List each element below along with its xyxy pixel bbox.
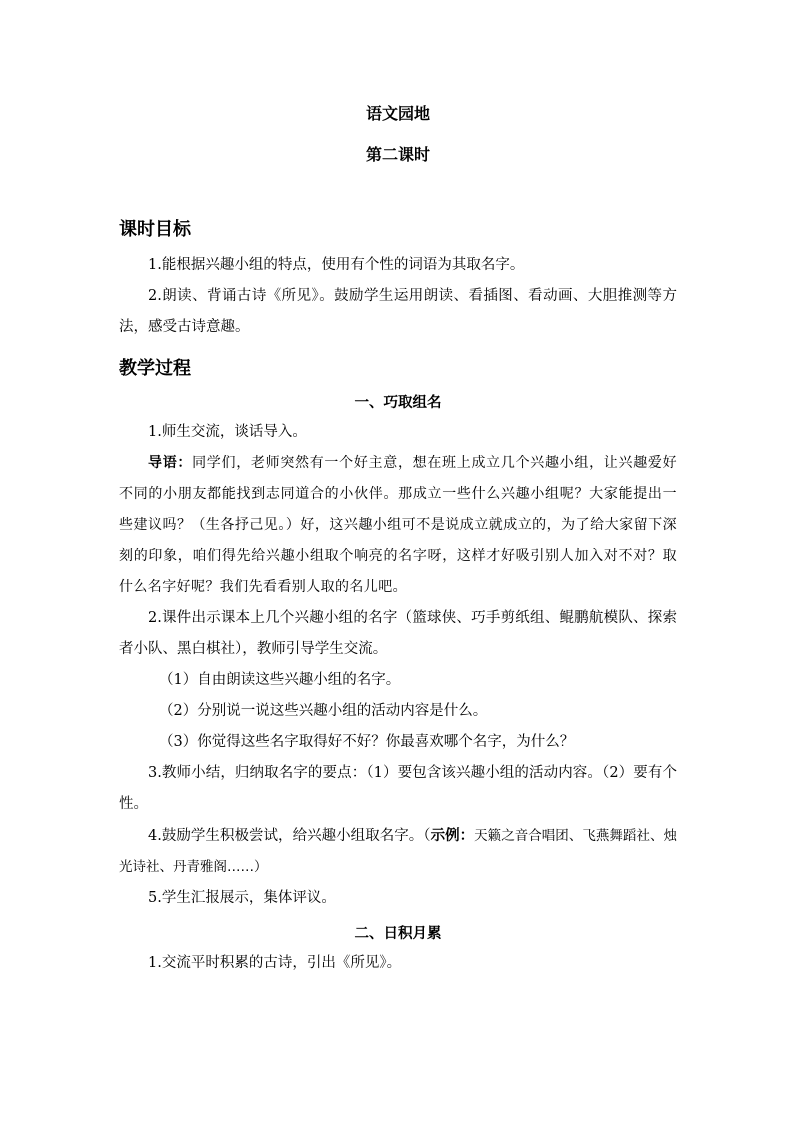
section2-heading: 二、日积月累 <box>354 925 442 942</box>
intro-paragraph <box>119 448 677 603</box>
section1-step1: 1.师生交流，谈话导入。 <box>148 424 307 440</box>
section1-step4 <box>119 820 677 883</box>
sub-item-2: （2）分别说一说这些兴趣小组的活动内容是什么。 <box>159 703 488 719</box>
step4-example-label: 示例： <box>430 827 475 844</box>
sub-item-3: （3）你觉得这些名字取得好不好？你最喜欢哪个名字，为什么？ <box>159 734 575 750</box>
section2-step1: 1.交流平时积累的古诗，引出《所见》。 <box>148 955 402 971</box>
section1-step2: 2.课件出示课本上几个兴趣小组的名字（篮球侠、巧手剪纸组、鲲鹏航模队、探索者小队、黑白棋社），教师引导学生交流。 <box>119 610 677 657</box>
document-subtitle: 第二课时 <box>365 145 430 164</box>
document-title: 语文园地 <box>365 104 430 123</box>
goal-item-1: 1.能根据兴趣小组的特点，使用有个性的词语为其取名字。 <box>148 257 525 273</box>
step4-text: 4.鼓励学生积极尝试，给兴趣小组取名字。（ <box>148 828 431 844</box>
section1-step3: 3.教师小结，归纳取名字的要点：（1）要包含该兴趣小组的活动内容。（2）要有个性。 <box>119 765 677 812</box>
intro-body: 同学们，老师突然有一个好主意，想在班上成立几个兴趣小组，让兴趣爱好不同的小朋友都能找到志同道合的小伙伴。那成立一些什么兴趣小组呢？大家能提出一些建议吗？（生各抒己见。）好，这兴趣小组可不是说成立就成立的，为了给大家留下深刻的印象，咱们得先给兴趣小组取个响亮的名字呀，这样才好吸引别人加入对不对？取什么名字好呢？我们先看看别人取的名儿吧。 <box>119 455 677 595</box>
goals-heading: 课时目标 <box>119 219 191 240</box>
sub-item-1: （1）自由朗读这些兴趣小组的名字。 <box>159 672 401 688</box>
intro-lead: 导语： <box>148 455 193 471</box>
document-content <box>119 101 677 979</box>
section1-step5: 5.学生汇报展示，集体评议。 <box>148 890 336 906</box>
goal-item-2: 2.朗读、背诵古诗《所见》。鼓励学生运用朗读、看插图、看动画、大胆推测等方法，感受古诗意趣。 <box>119 288 677 335</box>
step4-example-text: 天籁之音合唱团、飞燕舞蹈社、烛光诗社、丹青雅阁……） <box>119 828 677 875</box>
section1-heading: 一、巧取组名 <box>354 394 442 411</box>
process-heading: 教学过程 <box>119 358 191 379</box>
